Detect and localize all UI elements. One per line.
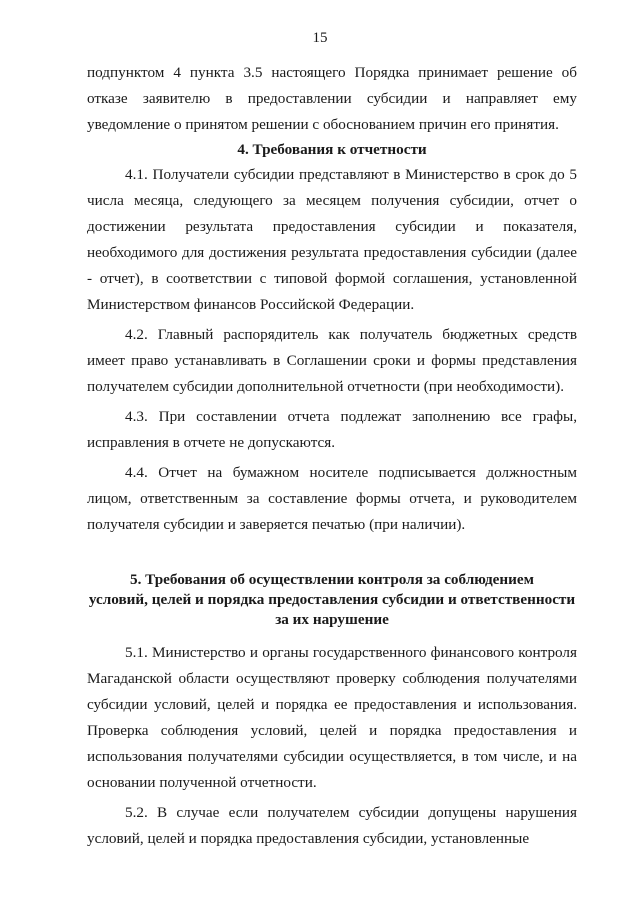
- section-5-heading-line-2: условий, целей и порядка предоставления субсидии и ответственности: [88, 591, 576, 608]
- page-number: 15: [312, 30, 328, 46]
- section-5-heading-line-1: 5. Требования об осуществлении контроля за соблюдением: [129, 571, 535, 588]
- section-4-heading: 4. Требования к отчетности: [237, 141, 427, 158]
- paragraph-4-2: 4.2. Главный распорядитель как получатель бюджетных средств имеет право устанавливать в Соглашении сроки и формы представления получателем субсидии дополнительной отчетности (при необходимости).: [87, 326, 577, 395]
- paragraph-5-2: 5.2. В случае если получателем субсидии допущены нарушения условий, целей и порядка предоставления субсидии, установленные: [87, 804, 577, 847]
- paragraph-4-1: 4.1. Получатели субсидии представляют в Министерство в срок до 5 числа месяца, следующего за месяцем получения субсидии, отчет о достижении результата предоставления субсидии и показателя, необходимого для достижения результата предоставления субсидии (далее - отчет), в соответствии с типовой формой соглашения, установленной Министерством финансов Российской Федерации.: [87, 166, 577, 313]
- intro-paragraph: подпунктом 4 пункта 3.5 настоящего Порядка принимает решение об отказе заявителю в предоставлении субсидии и направляет ему уведомление о принятом решении с обоснованием причин его принятия.: [87, 64, 577, 133]
- section-5-heading: [87, 570, 577, 630]
- paragraph-5-1: 5.1. Министерство и органы государственного финансового контроля Магаданской области осуществляют проверку соблюдения получателями субсидии условий, целей и порядка ее предоставления и использования. Проверка соблюдения условий, целей и порядка предоставления и использования получателями субсидии осуществляется, в том числе, и на основании полученной отчетности.: [87, 644, 577, 791]
- paragraph-4-4: 4.4. Отчет на бумажном носителе подписывается должностным лицом, ответственным за составление формы отчета, и руководителем получателя субсидии и заверяется печатью (при наличии).: [87, 464, 577, 533]
- section-5-heading-line-3: за их нарушение: [275, 611, 389, 628]
- document-body: [87, 60, 577, 852]
- paragraph-4-3: 4.3. При составлении отчета подлежат заполнению все графы, исправления в отчете не допускаются.: [87, 408, 577, 451]
